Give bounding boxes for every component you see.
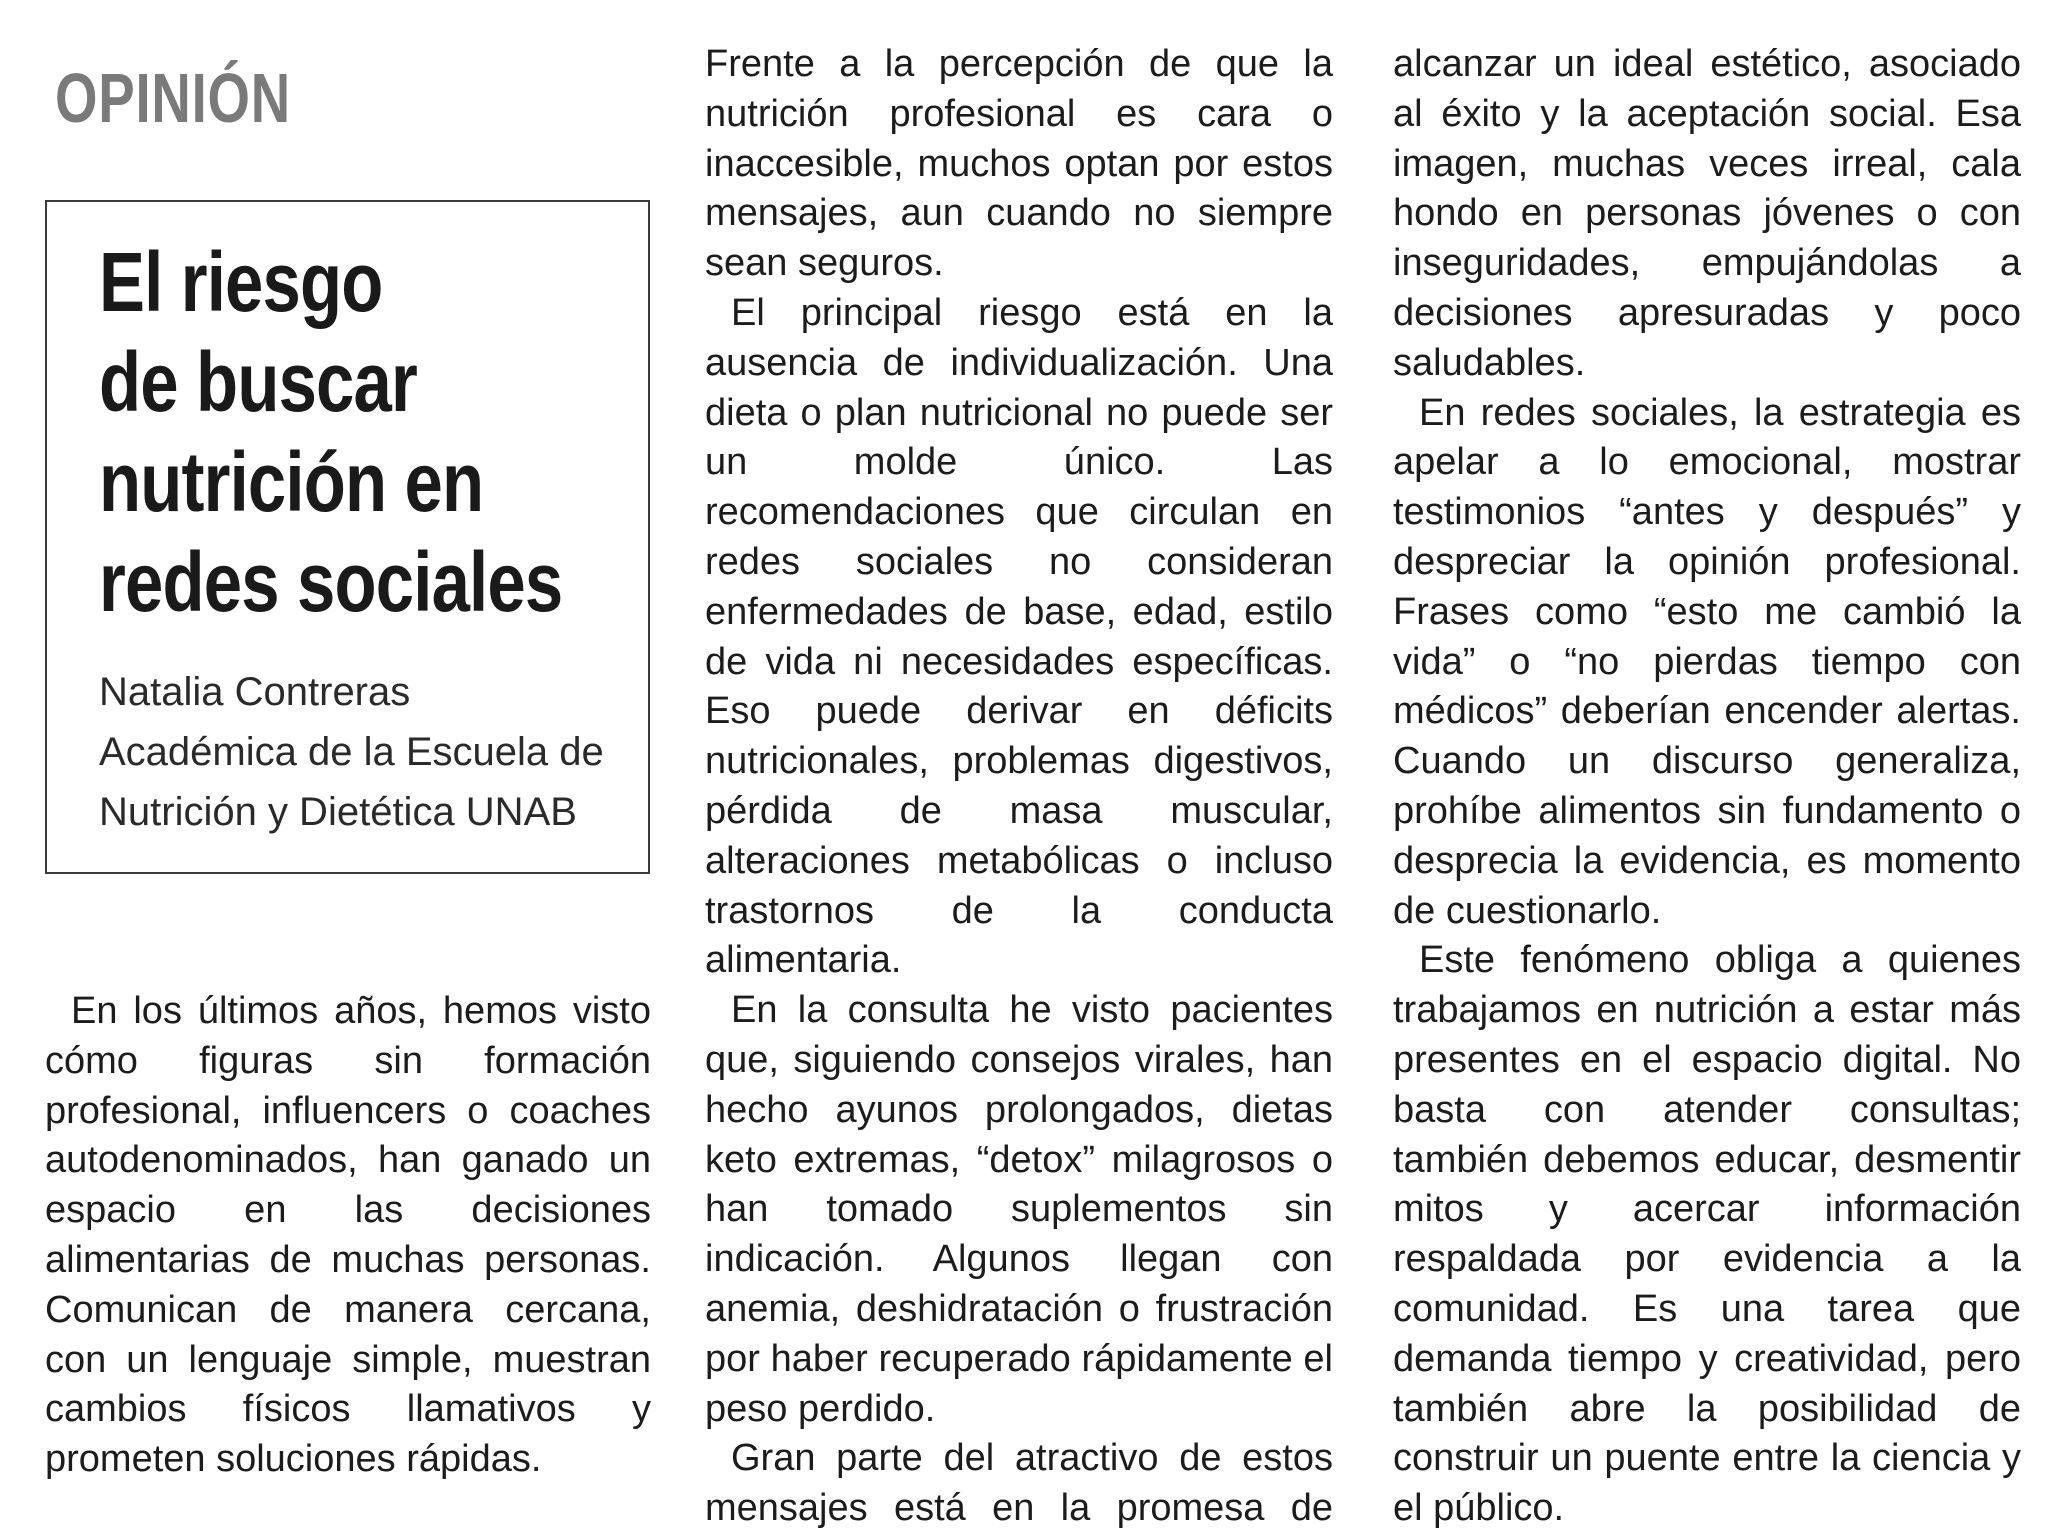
body-paragraph-5-end: alcanzar un ideal estético, asociado al éxito y la aceptación social. Esa imagen, muchas veces irreal, cala hondo en personas jóvenes o con inseguridades, empujándolas a decisiones apresuradas y poco saludables.: [1393, 43, 2021, 384]
headline-line-2: de buscar: [99, 335, 418, 429]
body-paragraph-5-start: Gran parte del atractivo de estos mensajes está en la promesa de: [705, 1437, 1333, 1530]
byline-role-line-1: Académica de la Escuela de: [99, 730, 604, 774]
section-label: OPINIÓN: [55, 59, 292, 137]
headline-line-3: nutrición en: [99, 435, 484, 529]
byline-author: Natalia Contreras: [99, 670, 411, 714]
column-2: [705, 40, 1333, 1534]
headline-line-1: El riesgo: [99, 235, 383, 329]
byline: [99, 662, 604, 842]
headline: [99, 232, 673, 632]
column-1: [45, 987, 651, 1485]
body-paragraph-1: En los últimos años, hemos visto cómo figuras sin formación profesional, influencers o coaches autodenominados, han ganado un espacio en las decisiones alimentarias de muchas personas. Comunican de manera cercana, con un lenguaje simple, muestran cambios físicos llamativos y prometen soluciones rápidas.: [45, 990, 651, 1481]
byline-role-line-2: Nutrición y Dietética UNAB: [99, 790, 577, 834]
column-3: [1393, 40, 2021, 1534]
body-paragraph-6: En redes sociales, la estrategia es apelar a lo emocional, mostrar testimonios “antes y después” y despreciar la opinión profesional. Frases como “esto me cambió la vida” o “no pierdas tiempo con médicos” deberían encender alertas. Cuando un discurso generaliza, prohíbe alimentos sin fundamento o desprecia la evidencia, es momento de cuestionarlo.: [1393, 391, 2021, 932]
headline-box: [45, 200, 650, 874]
body-paragraph-3: El principal riesgo está en la ausencia de individualización. Una dieta o plan nutricional no puede ser un molde único. Las recomendaciones que circulan en redes sociales no consideran enfermedades de base, edad, estilo de vida ni necesidades específicas. Eso puede derivar en déficits nutricionales, problemas digestivos, pérdida de masa muscular, alteraciones metabólicas o incluso trastornos de la conducta alimentaria.: [705, 291, 1333, 982]
body-paragraph-4: En la consulta he visto pacientes que, siguiendo consejos virales, han hecho ayunos prolongados, dietas keto extremas, “detox” milagrosos o han tomado suplementos sin indicación. Algunos llegan con anemia, deshidratación o frustración por haber recuperado rápidamente el peso perdido.: [705, 989, 1333, 1430]
headline-line-4: redes sociales: [99, 535, 563, 629]
body-paragraph-7: Este fenómeno obliga a quienes trabajamos en nutrición a estar más presentes en el espacio digital. No basta con atender consultas; también debemos educar, desmentir mitos y acercar información respaldada por evidencia a la comunidad. Es una tarea que demanda tiempo y creatividad, pero también abre la posibilidad de construir un puente entre la ciencia y el público.: [1393, 939, 2021, 1530]
body-paragraph-2: Frente a la percepción de que la nutrición profesional es cara o inaccesible, muchos optan por estos mensajes, aun cuando no siempre sean seguros.: [705, 43, 1333, 285]
